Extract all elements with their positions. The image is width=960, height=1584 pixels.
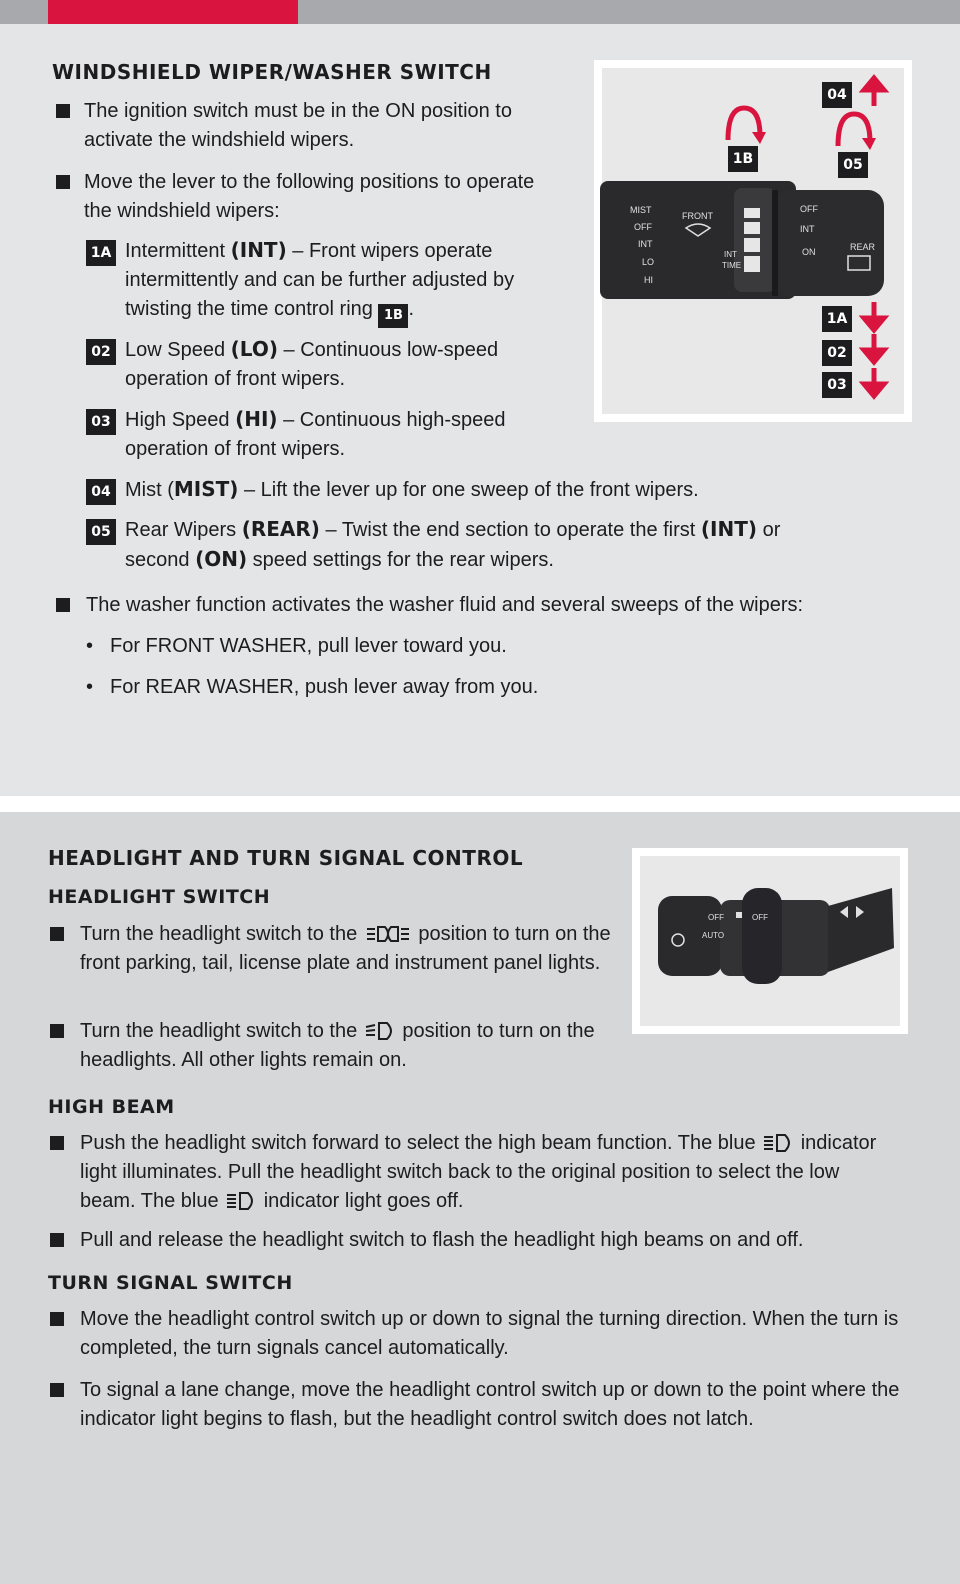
int-step: [744, 238, 760, 252]
bullet-square: [50, 927, 64, 941]
item-text: Mist (: [125, 479, 174, 501]
stalk-label: INT: [800, 224, 815, 234]
up-arrow-icon: [864, 78, 884, 106]
wiper-bullet-1: [84, 97, 554, 155]
bullet-square: [56, 175, 70, 189]
headlight-switch-title: HEADLIGHT SWITCH: [48, 886, 271, 908]
item-text: indicator light goes off.: [258, 1190, 464, 1212]
down-arrow-icon: [864, 368, 884, 396]
turn-signal-bullet-2: [80, 1376, 900, 1434]
bullet-square: [56, 598, 70, 612]
stalk-label: INT: [724, 250, 737, 259]
fog-indicator: [736, 912, 742, 918]
item-text: – Continuous high-speed operation of front wipers.: [125, 409, 506, 460]
item-text: .: [408, 298, 414, 320]
headlight-stalk-diagram: [632, 848, 908, 1034]
high-beam-bullet-1: [80, 1129, 890, 1216]
parking-lights-icon: [363, 924, 413, 944]
wiper-title: WINDSHIELD WIPER/WASHER SWITCH: [52, 60, 492, 84]
diagram-badge-1b: 1B: [728, 146, 758, 172]
item-text: – Front wipers operate intermittently and can be further adjusted by twisting the time control ring: [125, 240, 515, 320]
down-arrow-icon: [864, 302, 884, 330]
item-text: Low Speed: [125, 339, 231, 361]
diagram-badge-1a: 1A: [822, 306, 852, 332]
item-text: Turn the headlight switch to the: [80, 923, 363, 945]
dot-item-rear-washer: [86, 673, 786, 702]
item-bold: (INT): [700, 517, 758, 541]
stalk-label: LO: [642, 257, 655, 267]
stalk-label: OFF: [800, 204, 818, 214]
dot-glyph: •: [86, 676, 94, 698]
high-beam-icon: [224, 1191, 258, 1211]
badge-02: 02: [86, 339, 116, 365]
stalk-label: OFF: [634, 222, 652, 232]
badge-1b-inline: 1B: [378, 304, 408, 328]
item-bold: (HI): [235, 407, 278, 431]
badge-1a: 1A: [86, 240, 116, 266]
wiper-stalk-photo: [594, 60, 912, 422]
wiper-item-int: [125, 236, 555, 328]
bullet-square: [50, 1233, 64, 1247]
high-beam-title: HIGH BEAM: [48, 1096, 175, 1118]
dot-text: For REAR WASHER, push lever away from you.: [110, 676, 539, 698]
twist-arrow-05-head: [862, 138, 876, 150]
diagram-badge-02: 02: [822, 340, 852, 366]
diagram-badge-04: 04: [822, 82, 852, 108]
item-bold: (LO): [230, 337, 278, 361]
stalk-label: HI: [644, 275, 653, 285]
high-beam-icon: [761, 1133, 795, 1153]
section-divider: [0, 796, 960, 812]
stalk-label: INT: [638, 239, 653, 249]
item-text: indicator light illuminates. Pull the headlight switch back to the original position to select the low beam. The blue: [80, 1132, 877, 1212]
stalk-label: ON: [802, 247, 816, 257]
bullet-square: [50, 1024, 64, 1038]
headlight-label: OFF: [752, 913, 768, 922]
wiper-bullet-2: [84, 168, 554, 226]
diagram-badge-05: 05: [838, 152, 868, 178]
wiper-stalk-band: [772, 190, 778, 296]
wiper-item-mist: [125, 475, 905, 505]
headlight-label: AUTO: [702, 931, 725, 940]
item-text: position to turn on the front parking, tail, license plate and instrument panel lights.: [80, 923, 611, 974]
headlight-stalk-arm: [828, 888, 894, 972]
item-text: – Continuous low-speed operation of front wipers.: [125, 339, 499, 390]
badge-05: 05: [86, 519, 116, 545]
item-text: High Speed: [125, 409, 236, 431]
stalk-label: MIST: [630, 205, 652, 215]
item-text: – Twist the end section to operate the first: [319, 519, 701, 541]
stalk-label: TIME: [722, 261, 742, 270]
wiper-stalk-diagram: [594, 60, 912, 422]
item-text: position to turn on the headlights. All other lights remain on.: [80, 1020, 595, 1071]
wiper-item-rear: [125, 515, 825, 575]
item-text: Turn the headlight switch to the: [80, 1020, 363, 1042]
diagram-badge-03: 03: [822, 372, 852, 398]
dot-glyph: •: [86, 635, 94, 657]
bullet-square: [56, 104, 70, 118]
item-text: Rear Wipers: [125, 519, 242, 541]
bullet-square: [50, 1136, 64, 1150]
item-text: Move the headlight control switch up or down to signal the turning direction. When the turn is completed, the turn signals cancel automatically.: [80, 1308, 899, 1359]
badge-03: 03: [86, 409, 116, 435]
item-bold: (REAR): [241, 517, 320, 541]
top-accent-bar: [48, 0, 298, 24]
headlight-title: HEADLIGHT AND TURN SIGNAL CONTROL: [48, 846, 524, 870]
wiper-bullet-2-text: Move the lever to the following positions to operate the windshield wipers:: [84, 171, 535, 222]
item-bold: MIST): [173, 477, 239, 501]
item-text: Intermittent: [125, 240, 231, 262]
int-step: [744, 208, 760, 218]
int-step: [744, 256, 760, 272]
item-bold: (INT): [230, 238, 287, 262]
twist-arrow-1b-head: [752, 132, 766, 144]
turn-signal-bullet-1: [80, 1305, 900, 1363]
stalk-label: REAR: [850, 242, 876, 252]
high-beam-bullet-2: [80, 1226, 920, 1255]
stalk-label: FRONT: [682, 211, 713, 221]
top-bar: [0, 0, 960, 24]
wiper-bullet-3: [86, 591, 926, 620]
item-text: Push the headlight switch forward to select the high beam function. The blue: [80, 1132, 762, 1154]
headlight-switch-bullet-1: [80, 920, 620, 978]
bullet-square: [50, 1383, 64, 1397]
down-arrow-icon: [864, 334, 884, 362]
wiper-bullet-3-text: The washer function activates the washer fluid and several sweeps of the wipers:: [86, 594, 804, 616]
bullet-square: [50, 1312, 64, 1326]
headlight-switch-bullet-2: [80, 1017, 620, 1075]
item-bold: (ON): [195, 547, 248, 571]
headlight-stalk-photo: [632, 848, 908, 1034]
int-step: [744, 222, 760, 234]
headlight-label: OFF: [708, 913, 724, 922]
item-text: speed settings for the rear wipers.: [247, 549, 554, 571]
headlight-stalk-collar: [742, 888, 782, 984]
turn-signal-title: TURN SIGNAL SWITCH: [48, 1272, 293, 1294]
item-text: To signal a lane change, move the headlight control switch up or down to the point where the indicator light begins to flash, but the headlight control switch does not latch.: [80, 1379, 900, 1430]
dot-item-front-washer: [86, 632, 786, 661]
wiper-item-hi: [125, 405, 555, 464]
badge-04: 04: [86, 479, 116, 505]
item-text: – Lift the lever up for one sweep of the front wipers.: [238, 479, 699, 501]
wiper-item-lo: [125, 335, 555, 394]
item-text: Pull and release the headlight switch to flash the headlight high beams on and off.: [80, 1229, 804, 1251]
item-text: or second: [125, 519, 781, 571]
headlight-low-icon: [363, 1021, 397, 1041]
wiper-bullet-1-text: The ignition switch must be in the ON position to activate the windshield wipers.: [84, 100, 512, 151]
dot-text: For FRONT WASHER, pull lever toward you.: [110, 635, 507, 657]
